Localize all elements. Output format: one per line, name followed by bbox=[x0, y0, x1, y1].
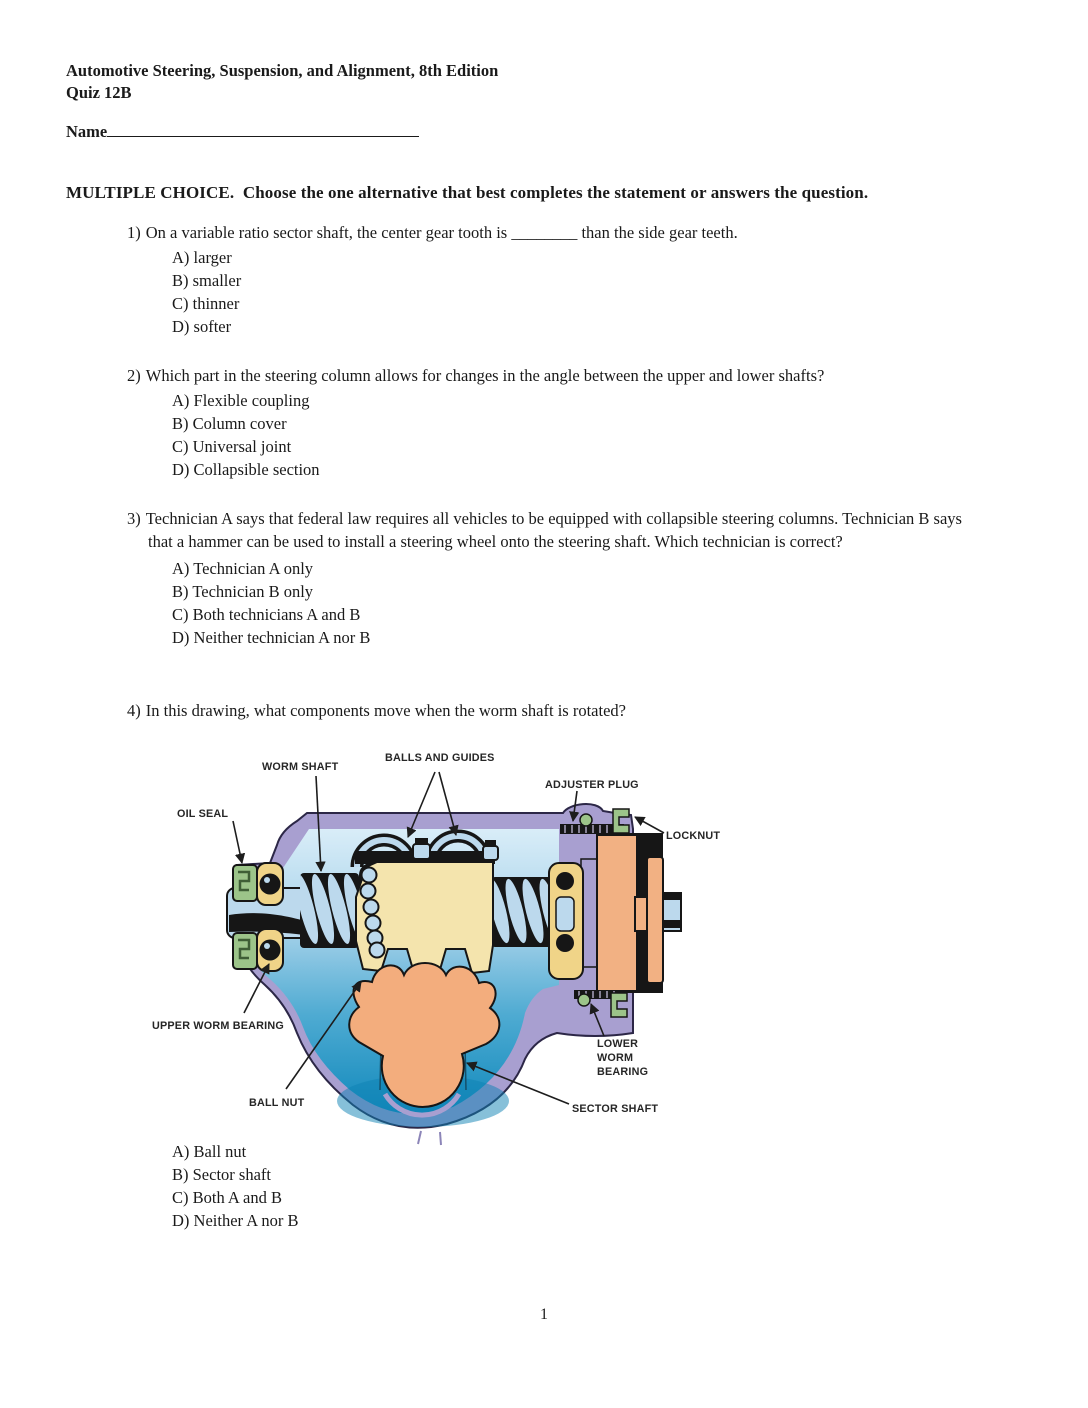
bearing-ball-upper-right bbox=[556, 872, 574, 890]
name-row bbox=[66, 121, 419, 142]
name-blank-line bbox=[107, 121, 419, 137]
bearing-ball-lower-right bbox=[556, 934, 574, 952]
label-balls-and-guides: BALLS AND GUIDES bbox=[385, 752, 495, 764]
question-4 bbox=[127, 699, 927, 722]
question-4-option-b: B) Sector shaft bbox=[172, 1165, 271, 1184]
question-3-option-b: B) Technician B only bbox=[172, 582, 314, 601]
question-4-option-d: D) Neither A nor B bbox=[172, 1211, 299, 1230]
bearing-window bbox=[556, 897, 574, 931]
question-2-option-a: A) Flexible coupling bbox=[172, 391, 310, 410]
page-number: 1 bbox=[540, 1306, 548, 1323]
question-1-number: 1) bbox=[127, 223, 141, 242]
question-1 bbox=[127, 221, 907, 338]
bottom-tick-right bbox=[440, 1132, 441, 1145]
bottom-tick-left bbox=[418, 1131, 421, 1144]
section-heading: MULTIPLE CHOICE. Choose the one alternative that best completes the statement or answers the question. bbox=[66, 183, 869, 202]
seal-dot-top bbox=[580, 814, 592, 826]
label-oil-seal: OIL SEAL bbox=[177, 808, 229, 820]
steering-gear-svg bbox=[145, 745, 730, 1150]
question-1-option-c: C) thinner bbox=[172, 294, 240, 313]
label-lower-worm-bearing-3: BEARING bbox=[597, 1066, 649, 1078]
question-4-option-c: C) Both A and B bbox=[172, 1188, 283, 1207]
question-2-number: 2) bbox=[127, 366, 141, 385]
question-3-option-d: D) Neither technician A nor B bbox=[172, 628, 371, 647]
question-3 bbox=[127, 507, 987, 649]
question-3-option-a: A) Technician A only bbox=[172, 559, 314, 578]
question-2-option-d: D) Collapsible section bbox=[172, 460, 320, 479]
question-1-text: 1) On a variable ratio sector shaft, the center gear tooth is ________ than the side gear teeth. bbox=[127, 223, 738, 242]
tip-shadow-top bbox=[663, 894, 680, 900]
question-1-option-d: D) softer bbox=[172, 317, 232, 336]
label-ball-nut: BALL NUT bbox=[249, 1097, 305, 1109]
question-3-number: 3) bbox=[127, 509, 141, 528]
question-1-option-a: A) larger bbox=[172, 248, 232, 267]
tip-shadow-bottom bbox=[663, 920, 680, 928]
label-worm-shaft: WORM SHAFT bbox=[262, 761, 339, 773]
label-lower-worm-bearing-2: WORM bbox=[597, 1052, 634, 1064]
document-title: Automotive Steering, Suspension, and Alignment, 8th Edition bbox=[66, 61, 499, 80]
locknut-arrow bbox=[635, 817, 664, 833]
steering-gear-diagram bbox=[145, 745, 730, 1150]
question-4-text: 4) In this drawing, what components move when the worm shaft is rotated? bbox=[127, 701, 626, 720]
label-sector-shaft: SECTOR SHAFT bbox=[572, 1103, 659, 1115]
question-2-text: 2) Which part in the steering column allows for changes in the angle between the upper and lower shafts? bbox=[127, 366, 825, 385]
question-4-option-a: A) Ball nut bbox=[172, 1142, 247, 1161]
oil-seal-arrow bbox=[233, 821, 242, 863]
question-1-option-b: B) smaller bbox=[172, 271, 242, 290]
label-upper-worm-bearing: UPPER WORM BEARING bbox=[152, 1020, 284, 1032]
question-4-number: 4) bbox=[127, 701, 141, 720]
adjuster-plug-part bbox=[597, 835, 663, 991]
question-2-option-c: C) Universal joint bbox=[172, 437, 292, 456]
label-lower-worm-bearing-1: LOWER bbox=[597, 1038, 639, 1050]
question-4-options bbox=[127, 1140, 298, 1232]
seal-dot-bottom bbox=[578, 994, 590, 1006]
question-3-text: 3) Technician A says that federal law requires all vehicles to be equipped with collapsible steering columns. Technician B says that a hammer can be used to install a steering wheel onto the steering shaft. Which technician is correct? bbox=[127, 509, 962, 551]
name-label: Name bbox=[66, 122, 108, 141]
question-2-option-b: B) Column cover bbox=[172, 414, 287, 433]
label-locknut: LOCKNUT bbox=[666, 830, 721, 842]
question-3-option-c: C) Both technicians A and B bbox=[172, 605, 361, 624]
question-2 bbox=[127, 364, 1027, 481]
document-header bbox=[66, 60, 498, 104]
label-adjuster-plug: ADJUSTER PLUG bbox=[545, 779, 639, 791]
quiz-number: Quiz 12B bbox=[66, 83, 132, 102]
